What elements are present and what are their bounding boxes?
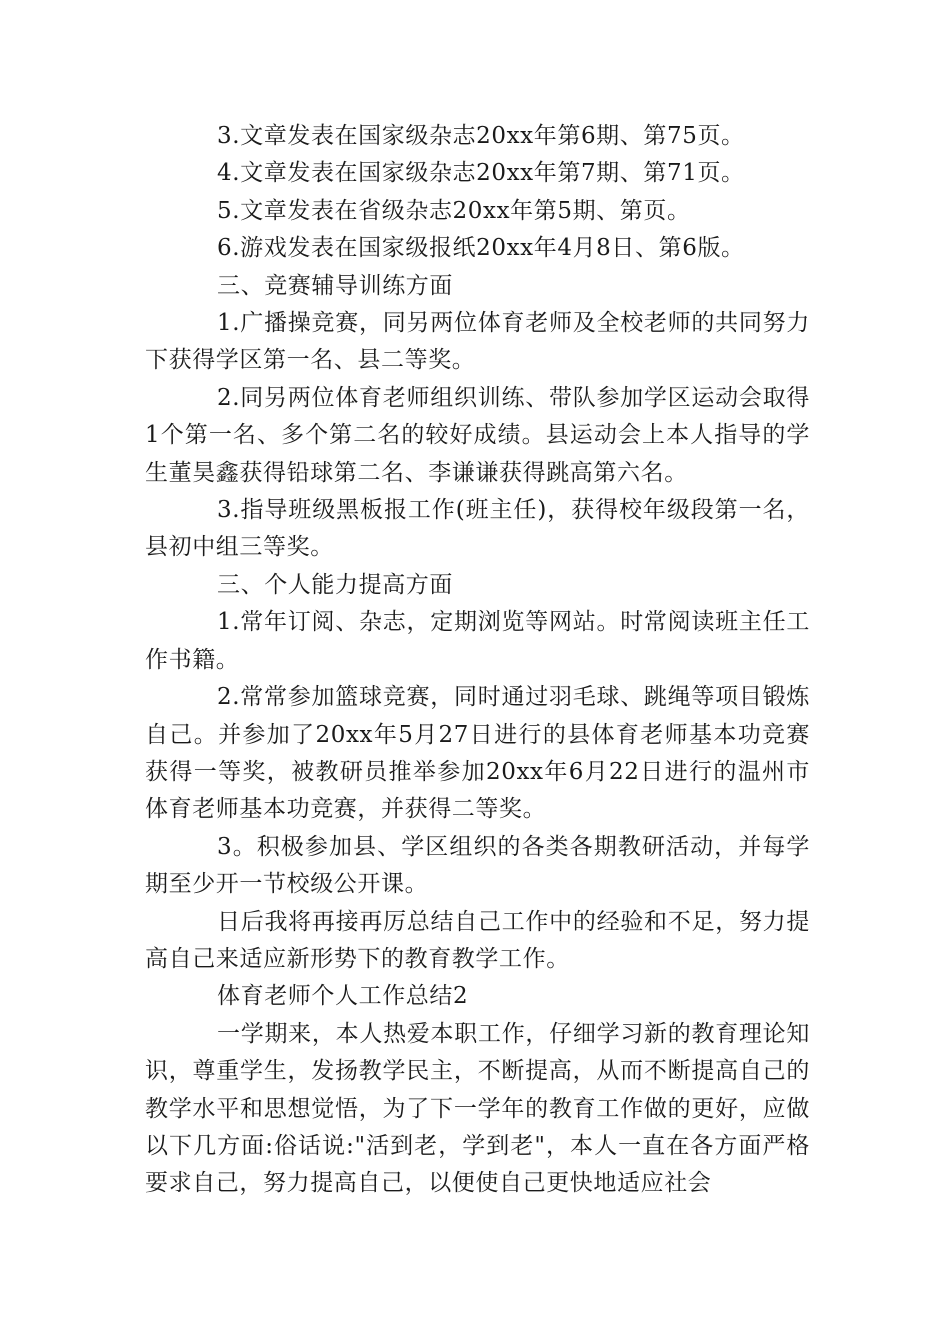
section-heading-competition: 三、竞赛辅导训练方面 <box>217 272 453 299</box>
paragraph-publication-4: 4.文章发表在国家级杂志20xx年第7期、第71页。 <box>217 160 745 187</box>
paragraph-ability-3: 3。积极参加县、学区组织的各类各期教研活动，并每学期至少开一节校级公开课。 <box>145 833 810 898</box>
paragraph-ability-2: 2.常常参加篮球竞赛，同时通过羽毛球、跳绳等项目锻炼自己。并参加了20xx年5月27日进行的县体育老师基本功竞赛获得一等奖，被教研员推举参加20xx年6月22日进行的温州市体育老师基本功竞赛，并获得二等奖。 <box>145 684 810 823</box>
paragraph-competition-3: 3.指导班级黑板报工作(班主任)，获得校年级段第一名，县初中组三等奖。 <box>145 497 810 561</box>
section-heading-personal-ability: 三、个人能力提高方面 <box>217 571 453 598</box>
paragraph-publication-5: 5.文章发表在省级杂志20xx年第5期、第页。 <box>217 197 691 224</box>
paragraph-publication-3: 3.文章发表在国家级杂志20xx年第6期、第75页。 <box>217 123 745 149</box>
summary-title-2: 体育老师个人工作总结2 <box>217 983 469 1010</box>
document-body <box>145 118 810 1203</box>
paragraph-competition-2: 2.同另两位体育老师组织训练、带队参加学区运动会取得1个第一名、多个第二名的较好成绩。县运动会上本人指导的学生董昊鑫获得铅球第二名、李谦谦获得跳高第六名。 <box>145 384 810 486</box>
paragraph-competition-1: 1.广播操竞赛，同另两位体育老师及全校老师的共同努力下获得学区第一名、县二等奖。 <box>145 310 810 374</box>
paragraph-conclusion: 日后我将再接再厉总结自己工作中的经验和不足，努力提高自己来适应新形势下的教育教学工作。 <box>145 908 810 972</box>
paragraph-summary-2-intro: 一学期来，本人热爱本职工作，仔细学习新的教育理论知识，尊重学生，发扬教学民主，不断提高，从而不断提高自己的教学水平和思想觉悟，为了下一学年的教育工作做的更好，应做以下几方面:俗话说:"活到老，学到老"，本人一直在各方面严格要求自己，努力提高自己，以便使自己更快地适应社会 <box>145 1020 810 1197</box>
paragraph-ability-1: 1.常年订阅、杂志，定期浏览等网站。时常阅读班主任工作书籍。 <box>145 609 810 673</box>
paragraph-publication-6: 6.游戏发表在国家级报纸20xx年4月8日、第6版。 <box>217 235 745 262</box>
